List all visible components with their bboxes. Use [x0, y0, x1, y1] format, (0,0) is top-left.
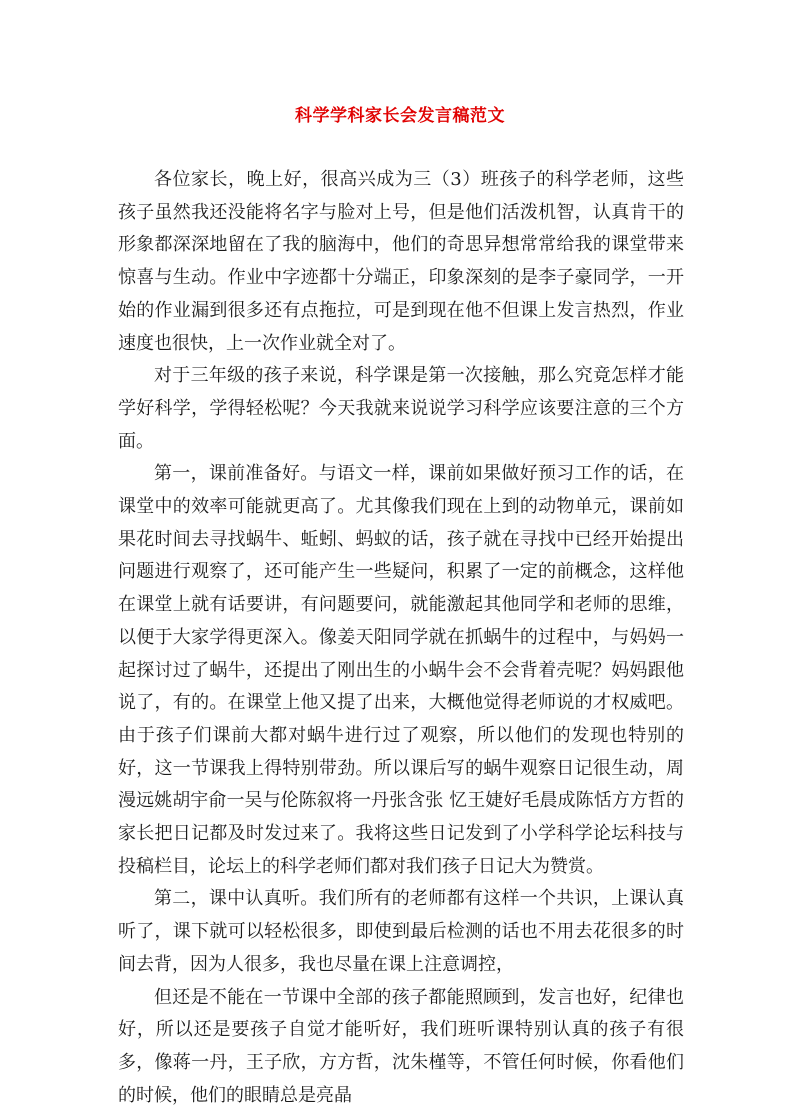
paragraph-point-two: 第二，课中认真听。我们所有的老师都有这样一个共识，上课认真听了，课下就可以轻松很多，即使到最后检测的话也不用去花很多的时间去背，因为人很多，我也尽量在课上注意调控， — [118, 888, 684, 975]
paragraph-intro: 对于三年级的孩子来说，科学课是第一次接触，那么究竟怎样才能学好科学，学得轻松呢？今天我就来说说学习科学应该要注意的三个方面。 — [118, 365, 684, 452]
document-body — [118, 164, 684, 1112]
paragraph-point-one: 第一，课前准备好。与语文一样，课前如果做好预习工作的话，在课堂中的效率可能就更高了。尤其像我们现在上到的动物单元，课前如果花时间去寻找蜗牛、蚯蚓、蚂蚁的话，孩子就在寻找中已经开始提出问题进行观察了，还可能产生一些疑问，积累了一定的前概念，这样他在课堂上就有话要讲，有问题要问，就能激起其他同学和老师的思维，以便于大家学得更深入。像姜天阳同学就在抓蜗牛的过程中，与妈妈一起探讨过了蜗牛，还提出了刚出生的小蜗牛会不会背着壳呢？妈妈跟他说了，有的。在课堂上他又提了出来，大概他觉得老师说的才权威吧。由于孩子们课前大都对蜗牛进行过了观察，所以他们的发现也特别的好，这一节课我上得特别带劲。所以课后写的蜗牛观察日记很生动，周漫远姚胡宇俞一吴与伦陈叙将一丹张含张 忆王婕好毛晨成陈恬方方哲的家长把日记都及时发过来了。我将这些日记发到了小学科学论坛科技与投稿栏目，论坛上的科学老师们都对我们孩子日记大为赞赏。 — [118, 463, 684, 877]
paragraph-continuation: 但还是不能在一节课中全部的孩子都能照顾到，发言也好，纪律也好，所以还是要孩子自觉才能听好，我们班听课特别认真的孩子有很多，像蒋一丹，王子欣，方方哲，沈朱槿等，不管任何时候，你看他们的时候，他们的眼睛总是亮晶 — [118, 986, 684, 1106]
document-title: 科学学科家长会发言稿范文 — [295, 106, 505, 126]
paragraph-greeting: 各位家长，晚上好，很高兴成为三（3）班孩子的科学老师，这些孩子虽然我还没能将名字与脸对上号，但是他们活泼机智，认真肯干的形象都深深地留在了我的脑海中，他们的奇思异想常常给我的课堂带来惊喜与生动。作业中字迹都十分端正，印象深刻的是李子豪同学，一开始的作业漏到很多还有点拖拉，可是到现在他不但课上发言热烈，作业速度也很快，上一次作业就全对了。 — [118, 169, 684, 354]
